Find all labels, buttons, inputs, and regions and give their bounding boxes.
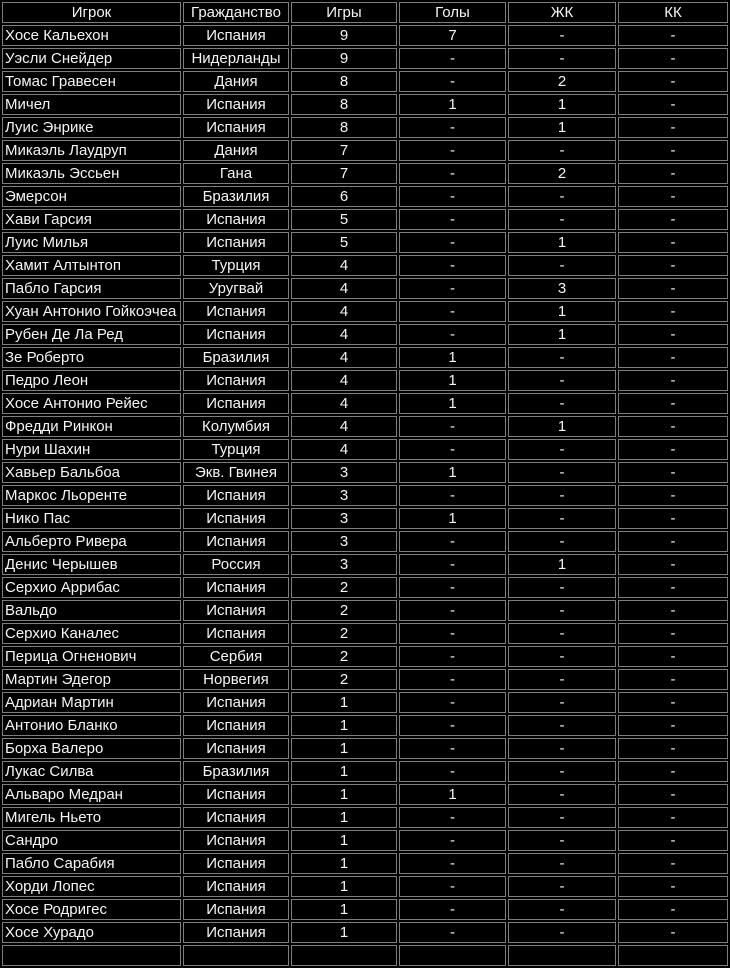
red-cards-cell: - [618,301,728,322]
games-cell: 1 [291,784,397,805]
yellow-cards-cell: - [508,462,616,483]
yellow-cards-cell: - [508,439,616,460]
games-cell: 4 [291,255,397,276]
games-cell: 2 [291,646,397,667]
games-cell: 3 [291,508,397,529]
games-cell: 4 [291,301,397,322]
nationality-cell: Испания [183,370,289,391]
table-row [2,416,728,437]
nationality-cell: Испания [183,508,289,529]
table-row [2,807,728,828]
table-row [2,94,728,115]
yellow-cards-cell: - [508,807,616,828]
games-cell: 8 [291,71,397,92]
goals-cell: 1 [399,393,506,414]
goals-cell: 7 [399,25,506,46]
goals-cell: - [399,853,506,874]
yellow-cards-cell: - [508,347,616,368]
yellow-cards-cell: - [508,784,616,805]
yellow-cards-cell: - [508,876,616,897]
red-cards-cell: - [618,416,728,437]
table-row [2,462,728,483]
nationality-cell: Испания [183,117,289,138]
table-row [2,692,728,713]
red-cards-cell: - [618,186,728,207]
yellow-cards-cell: - [508,531,616,552]
red-cards-cell: - [618,646,728,667]
player-cell: Педро Леон [2,370,181,391]
yellow-cards-cell: - [508,692,616,713]
player-cell: Хуан Антонио Гойкоэчеа [2,301,181,322]
nationality-cell: Испания [183,922,289,943]
goals-cell: - [399,876,506,897]
table-row [2,922,728,943]
yellow-cards-cell: - [508,669,616,690]
games-cell [291,945,397,966]
nationality-cell: Колумбия [183,416,289,437]
nationality-cell: Испания [183,301,289,322]
player-cell: Хамит Алтынтоп [2,255,181,276]
goals-cell: - [399,324,506,345]
goals-cell: - [399,922,506,943]
table-row [2,600,728,621]
goals-cell: 1 [399,94,506,115]
games-cell: 4 [291,393,397,414]
player-cell: Вальдо [2,600,181,621]
goals-cell: - [399,646,506,667]
player-cell: Лукас Силва [2,761,181,782]
player-cell: Уэсли Снейдер [2,48,181,69]
table-row [2,232,728,253]
red-cards-cell: - [618,669,728,690]
red-cards-cell: - [618,692,728,713]
games-cell: 9 [291,48,397,69]
yellow-cards-cell: - [508,393,616,414]
red-cards-cell: - [618,117,728,138]
yellow-cards-cell: - [508,738,616,759]
red-cards-cell: - [618,439,728,460]
table-row [2,508,728,529]
player-cell: Денис Черышев [2,554,181,575]
player-cell: Фредди Ринкон [2,416,181,437]
player-cell: Хавьер Бальбоа [2,462,181,483]
goals-cell: 1 [399,508,506,529]
nationality-cell: Сербия [183,646,289,667]
nationality-cell: Испания [183,577,289,598]
player-cell: Хосе Родригес [2,899,181,920]
nationality-cell: Гана [183,163,289,184]
goals-cell: - [399,577,506,598]
games-cell: 4 [291,370,397,391]
goals-cell: - [399,830,506,851]
nationality-cell: Дания [183,71,289,92]
nationality-cell: Бразилия [183,186,289,207]
goals-cell: - [399,715,506,736]
table-row [2,577,728,598]
games-cell: 3 [291,462,397,483]
red-cards-cell: - [618,462,728,483]
red-cards-cell: - [618,922,728,943]
goals-cell: - [399,807,506,828]
yellow-cards-cell: - [508,370,616,391]
player-cell: Мартин Эдегор [2,669,181,690]
nationality-cell: Бразилия [183,347,289,368]
table-row [2,393,728,414]
goals-cell: - [399,623,506,644]
player-cell: Хави Гарсия [2,209,181,230]
yellow-cards-cell: - [508,830,616,851]
red-cards-cell: - [618,163,728,184]
games-cell: 7 [291,140,397,161]
nationality-cell: Испания [183,738,289,759]
nationality-cell: Испания [183,876,289,897]
goals-cell: 1 [399,784,506,805]
games-cell: 2 [291,577,397,598]
player-cell: Пабло Гарсия [2,278,181,299]
player-cell: Луис Энрике [2,117,181,138]
goals-cell [399,945,506,966]
nationality-cell: Испания [183,623,289,644]
player-cell: Эмерсон [2,186,181,207]
nationality-cell: Испания [183,209,289,230]
red-cards-cell: - [618,255,728,276]
goals-cell: - [399,163,506,184]
red-cards-cell: - [618,577,728,598]
table-row [2,899,728,920]
player-cell: Хосе Хурадо [2,922,181,943]
table-row [2,347,728,368]
table-row [2,209,728,230]
games-cell: 4 [291,439,397,460]
yellow-cards-cell: 1 [508,117,616,138]
goals-cell: - [399,416,506,437]
games-cell: 4 [291,416,397,437]
player-cell: Адриан Мартин [2,692,181,713]
table-row [2,140,728,161]
player-cell: Рубен Де Ла Ред [2,324,181,345]
red-cards-cell: - [618,600,728,621]
player-cell: Нури Шахин [2,439,181,460]
yellow-cards-cell: - [508,922,616,943]
yellow-cards-cell: - [508,646,616,667]
goals-cell: 1 [399,462,506,483]
games-cell: 4 [291,278,397,299]
games-cell: 1 [291,715,397,736]
goals-cell: - [399,692,506,713]
nationality-cell: Испания [183,324,289,345]
goals-cell: - [399,738,506,759]
red-cards-cell: - [618,623,728,644]
yellow-cards-cell: 1 [508,416,616,437]
games-cell: 1 [291,922,397,943]
red-cards-cell: - [618,807,728,828]
table-body [2,25,728,966]
column-header-yellow-cards: ЖК [508,2,616,23]
nationality-cell: Испания [183,25,289,46]
games-cell: 5 [291,232,397,253]
player-cell: Пабло Сарабия [2,853,181,874]
red-cards-cell: - [618,715,728,736]
table-row [2,278,728,299]
yellow-cards-cell: - [508,899,616,920]
column-header-red-cards: КК [618,2,728,23]
player-cell: Перица Огненович [2,646,181,667]
games-cell: 1 [291,899,397,920]
table-row [2,25,728,46]
column-header-nationality: Гражданство [183,2,289,23]
nationality-cell: Испания [183,692,289,713]
table-row [2,853,728,874]
goals-cell: - [399,71,506,92]
column-header-goals: Голы [399,2,506,23]
nationality-cell: Испания [183,531,289,552]
table-row [2,715,728,736]
games-cell: 8 [291,117,397,138]
games-cell: 4 [291,324,397,345]
red-cards-cell: - [618,232,728,253]
nationality-cell: Бразилия [183,761,289,782]
goals-cell: - [399,278,506,299]
table-row [2,324,728,345]
yellow-cards-cell: - [508,48,616,69]
player-cell: Томас Гравесен [2,71,181,92]
player-cell: Луис Милья [2,232,181,253]
goals-cell: - [399,301,506,322]
red-cards-cell: - [618,508,728,529]
yellow-cards-cell: 1 [508,232,616,253]
games-cell: 1 [291,761,397,782]
yellow-cards-cell: 2 [508,71,616,92]
table-row [2,738,728,759]
red-cards-cell: - [618,899,728,920]
red-cards-cell: - [618,94,728,115]
yellow-cards-cell: 1 [508,94,616,115]
red-cards-cell: - [618,48,728,69]
red-cards-cell: - [618,71,728,92]
goals-cell: - [399,899,506,920]
player-cell: Сандро [2,830,181,851]
games-cell: 6 [291,186,397,207]
goals-cell: - [399,485,506,506]
nationality-cell: Испания [183,715,289,736]
goals-cell: - [399,209,506,230]
yellow-cards-cell: 1 [508,324,616,345]
goals-cell: - [399,600,506,621]
games-cell: 1 [291,738,397,759]
red-cards-cell: - [618,278,728,299]
table-row [2,784,728,805]
goals-cell: - [399,255,506,276]
nationality-cell: Турция [183,255,289,276]
games-cell: 1 [291,853,397,874]
red-cards-cell [618,945,728,966]
goals-cell: 1 [399,347,506,368]
red-cards-cell: - [618,784,728,805]
nationality-cell: Дания [183,140,289,161]
table-row [2,761,728,782]
table-row [2,255,728,276]
red-cards-cell: - [618,853,728,874]
player-cell: Маркос Льоренте [2,485,181,506]
red-cards-cell: - [618,370,728,391]
player-cell: Хорди Лопес [2,876,181,897]
player-cell: Серхио Аррибас [2,577,181,598]
table-row [2,646,728,667]
player-cell: Зе Роберто [2,347,181,368]
table-row [2,117,728,138]
red-cards-cell: - [618,876,728,897]
games-cell: 3 [291,554,397,575]
yellow-cards-cell: - [508,186,616,207]
games-cell: 2 [291,623,397,644]
games-cell: 4 [291,347,397,368]
games-cell: 1 [291,692,397,713]
table-row [2,48,728,69]
nationality-cell: Испания [183,94,289,115]
table-row [2,301,728,322]
goals-cell: - [399,761,506,782]
nationality-cell: Экв. Гвинея [183,462,289,483]
goals-cell: - [399,554,506,575]
games-cell: 3 [291,531,397,552]
yellow-cards-cell: - [508,577,616,598]
yellow-cards-cell: - [508,761,616,782]
header-row [2,2,728,23]
table-row [2,876,728,897]
player-cell: Микаэль Лаудруп [2,140,181,161]
nationality-cell: Испания [183,232,289,253]
table-row [2,945,728,966]
red-cards-cell: - [618,324,728,345]
goals-cell: - [399,48,506,69]
nationality-cell: Испания [183,600,289,621]
player-cell: Серхио Каналес [2,623,181,644]
player-cell: Альваро Медран [2,784,181,805]
table-row [2,439,728,460]
yellow-cards-cell [508,945,616,966]
goals-cell: - [399,531,506,552]
goals-cell: - [399,669,506,690]
table-row [2,830,728,851]
player-cell: Альберто Ривера [2,531,181,552]
goals-cell: 1 [399,370,506,391]
nationality-cell: Нидерланды [183,48,289,69]
player-cell: Нико Пас [2,508,181,529]
games-cell: 9 [291,25,397,46]
red-cards-cell: - [618,393,728,414]
player-cell: Хосе Кальехон [2,25,181,46]
column-header-games: Игры [291,2,397,23]
red-cards-cell: - [618,761,728,782]
red-cards-cell: - [618,531,728,552]
yellow-cards-cell: - [508,715,616,736]
player-cell: Мичел [2,94,181,115]
goals-cell: - [399,140,506,161]
goals-cell: - [399,186,506,207]
yellow-cards-cell: 2 [508,163,616,184]
table-row [2,186,728,207]
nationality-cell: Норвегия [183,669,289,690]
yellow-cards-cell: - [508,853,616,874]
red-cards-cell: - [618,485,728,506]
games-cell: 8 [291,94,397,115]
nationality-cell: Испания [183,899,289,920]
yellow-cards-cell: - [508,623,616,644]
column-header-player: Игрок [2,2,181,23]
table-row [2,531,728,552]
goals-cell: - [399,439,506,460]
games-cell: 1 [291,830,397,851]
yellow-cards-cell: - [508,485,616,506]
yellow-cards-cell: - [508,140,616,161]
yellow-cards-cell: - [508,209,616,230]
nationality-cell: Турция [183,439,289,460]
games-cell: 1 [291,807,397,828]
player-cell: Хосе Антонио Рейес [2,393,181,414]
nationality-cell: Испания [183,393,289,414]
yellow-cards-cell: - [508,255,616,276]
goals-cell: - [399,232,506,253]
games-cell: 1 [291,876,397,897]
yellow-cards-cell: 3 [508,278,616,299]
nationality-cell: Испания [183,853,289,874]
red-cards-cell: - [618,140,728,161]
nationality-cell: Испания [183,830,289,851]
player-cell: Микаэль Эссьен [2,163,181,184]
games-cell: 3 [291,485,397,506]
games-cell: 2 [291,669,397,690]
nationality-cell: Россия [183,554,289,575]
table-row [2,554,728,575]
yellow-cards-cell: 1 [508,301,616,322]
player-cell: Мигель Ньето [2,807,181,828]
goals-cell: - [399,117,506,138]
player-cell: Борха Валеро [2,738,181,759]
table-row [2,370,728,391]
nationality-cell [183,945,289,966]
nationality-cell: Испания [183,485,289,506]
yellow-cards-cell: 1 [508,554,616,575]
table-row [2,623,728,644]
red-cards-cell: - [618,347,728,368]
games-cell: 5 [291,209,397,230]
yellow-cards-cell: - [508,508,616,529]
player-cell [2,945,181,966]
nationality-cell: Уругвай [183,278,289,299]
table-row [2,669,728,690]
yellow-cards-cell: - [508,600,616,621]
red-cards-cell: - [618,738,728,759]
nationality-cell: Испания [183,784,289,805]
player-cell: Антонио Бланко [2,715,181,736]
red-cards-cell: - [618,830,728,851]
red-cards-cell: - [618,554,728,575]
red-cards-cell: - [618,209,728,230]
table-row [2,71,728,92]
red-cards-cell: - [618,25,728,46]
games-cell: 2 [291,600,397,621]
table-row [2,163,728,184]
games-cell: 7 [291,163,397,184]
table-row [2,485,728,506]
yellow-cards-cell: - [508,25,616,46]
nationality-cell: Испания [183,807,289,828]
